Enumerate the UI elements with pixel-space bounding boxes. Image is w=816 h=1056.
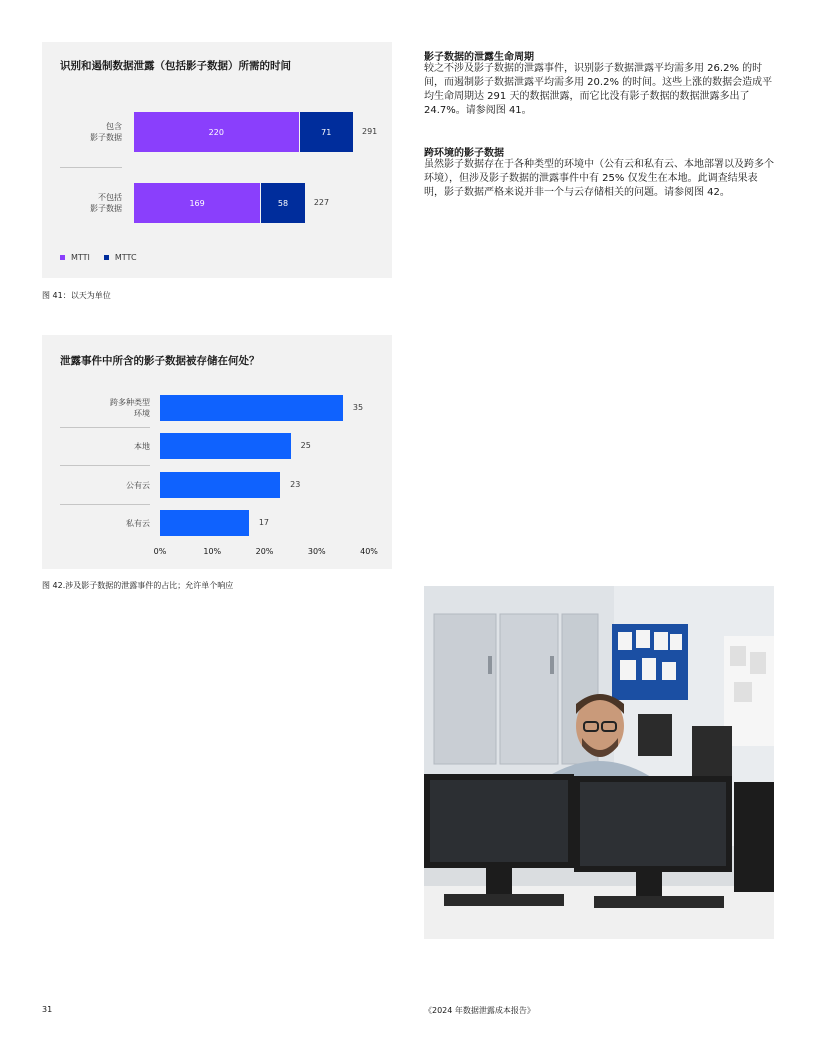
chart42-value-label: 23: [290, 480, 301, 489]
office-worker-photo: [424, 586, 774, 939]
chart42-x-tick-label: 20%: [255, 547, 274, 556]
chart41-bar-mttc: 58: [261, 183, 305, 223]
figure41-caption: 图 41：以天为单位: [42, 291, 111, 300]
chart42-x-tick-label: 10%: [203, 547, 222, 556]
chart42-divider: [60, 465, 150, 466]
chart42-x-tick-label: 0%: [153, 547, 167, 556]
chart42-divider: [60, 427, 150, 428]
report-title: 《2024 年数据泄露成本报告》: [424, 1006, 535, 1015]
chart41-bar-mttc: 71: [300, 112, 353, 152]
chart42-value-label: 17: [258, 518, 269, 527]
figure42-caption: 图 42.涉及影子数据的泄露事件的占比；允许单个响应: [42, 581, 234, 590]
chart41-divider: [60, 167, 122, 168]
chart41-total-label: 227: [313, 198, 330, 207]
chart41-legend: [60, 253, 137, 262]
chart42-x-tick-label: 30%: [307, 547, 326, 556]
chart42-value-label: 25: [300, 441, 311, 450]
chart41-category-label: 包含 影子数据: [90, 122, 122, 142]
chart41-bar-mtti: 169: [134, 183, 260, 223]
page-number: 31: [42, 1005, 53, 1014]
chart42-bar: [160, 510, 249, 536]
chart41-bar-mtti: 220: [134, 112, 299, 152]
section-paragraph-lifecycle: 较之不涉及影子数据的泄露事件，识别影子数据泄露平均需多用 26.2% 的时间，而遏制影子数据泄露平均需多用 20.2% 的时间。这些上涨的数据会造成平均生命周期达 291 天的数据泄露，而它比没有影子数据的数据泄露多出了 24.7%。请参阅图 41。: [424, 63, 773, 116]
chart42-x-tick-label: 40%: [360, 547, 378, 556]
chart42-panel: [42, 335, 392, 569]
chart42-bar: [160, 433, 291, 459]
chart42-bar: [160, 395, 343, 421]
chart41-title: 识别和遏制数据泄露（包括影子数据）所需的时间: [60, 60, 291, 72]
chart42-category-label: 本地: [134, 441, 150, 451]
legend-item-mttc: [104, 253, 137, 262]
chart42-value-label: 35: [352, 403, 364, 412]
legend-item-mtti: [60, 253, 90, 262]
legend-swatch-mttc: [104, 255, 109, 260]
chart42-title: 泄露事件中所含的影子数据被存储在何处？: [60, 355, 260, 367]
chart42-divider: [60, 504, 150, 505]
chart42-bar: [160, 472, 280, 498]
chart41-total-label: 291: [362, 127, 378, 136]
chart41-category-label: 不包括 影子数据: [90, 193, 122, 213]
section-heading-lifecycle: 影子数据的泄露生命周期: [424, 52, 534, 63]
chart41-panel: [42, 42, 392, 278]
section-heading-cross-env: 跨环境的影子数据: [424, 148, 504, 159]
chart42-category-label: 公有云: [126, 480, 150, 490]
chart42-category-label: 跨多种类型 环境: [110, 398, 150, 418]
section-paragraph-cross-env: 虽然影子数据存在于各种类型的环境中（公有云和私有云、本地部署以及跨多个环境），但涉及影子数据的泄露事件中有 25% 仅发生在本地。此调查结果表明，影子数据严格来说并非一个与云存储相关的问题。请参阅图 42。: [424, 159, 774, 198]
legend-label-mttc: MTTC: [114, 253, 137, 262]
legend-label-mtti: MTTI: [71, 253, 90, 262]
legend-swatch-mtti: [60, 255, 65, 260]
chart42-category-label: 私有云: [126, 518, 150, 528]
